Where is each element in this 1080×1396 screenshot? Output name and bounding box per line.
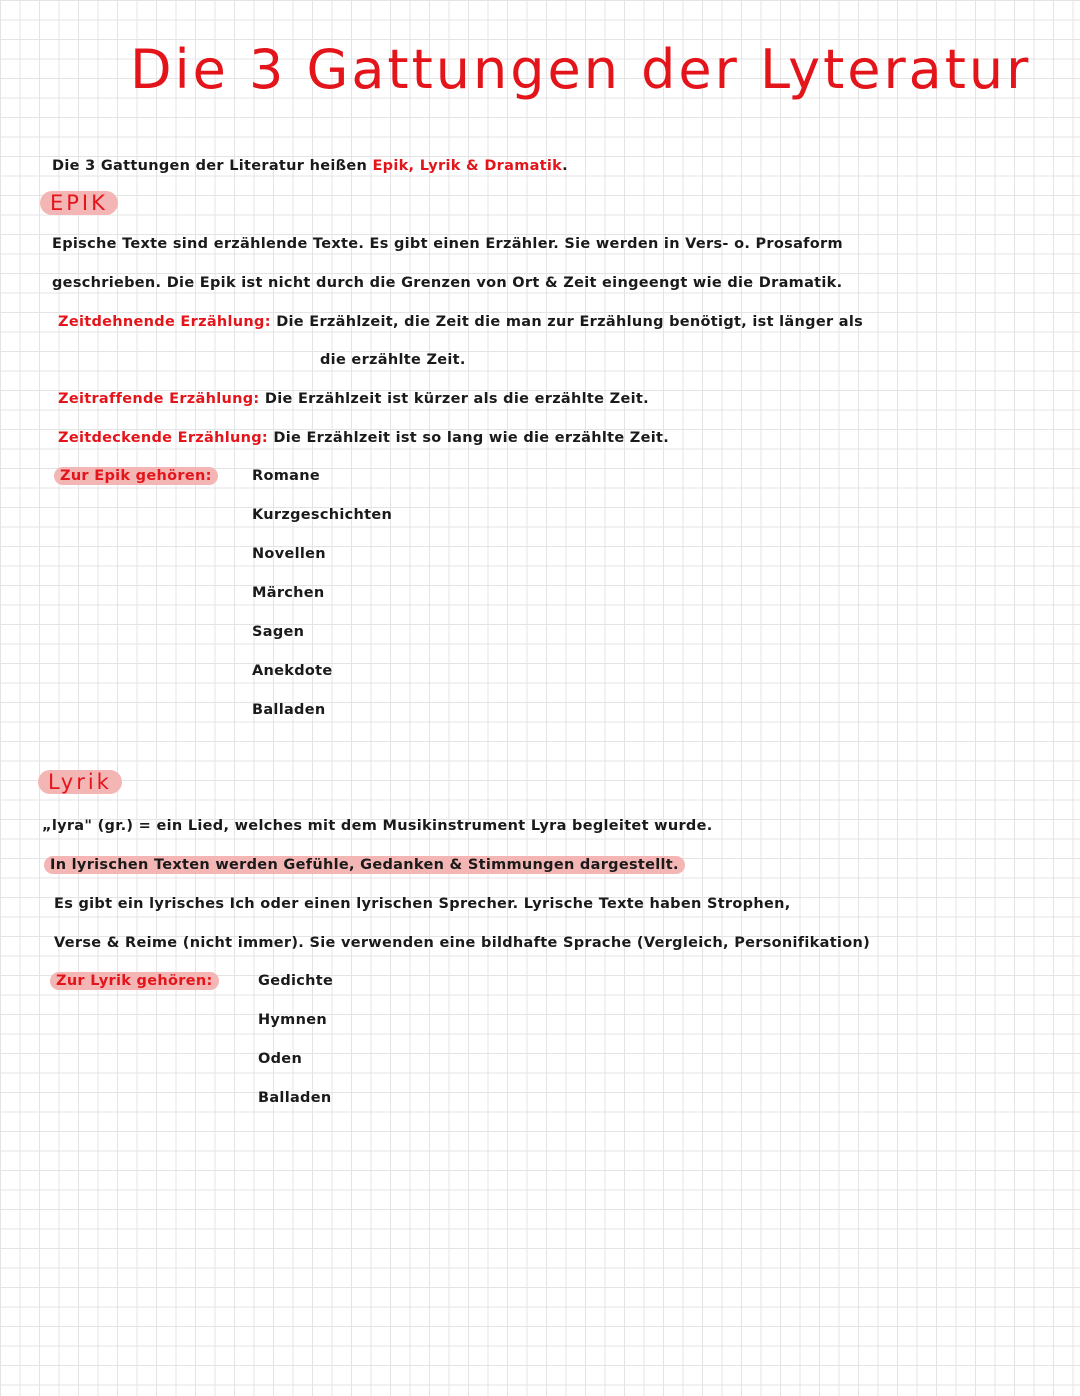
intro-highlight: Epik, Lyrik & Dramatik <box>372 158 563 174</box>
epik-heading: EPIK <box>40 191 118 215</box>
lyrik-paragraph-1: Es gibt ein lyrisches Ich oder einen lyrischen Sprecher. Lyrische Texte haben Strophen, <box>54 896 791 912</box>
lyrik-list-label-line <box>50 973 219 989</box>
epik-list-item: Balladen <box>252 702 326 718</box>
epik-list-item: Anekdote <box>252 663 333 679</box>
epik-list-label-line <box>54 468 218 484</box>
lyrik-list-item: Hymnen <box>258 1012 327 1028</box>
lyrik-highlight-line <box>44 857 685 873</box>
epik-list-item: Sagen <box>252 624 305 640</box>
zeitdeckend-text: Die Erzählzeit ist so lang wie die erzählte Zeit. <box>273 430 670 446</box>
lyrik-list-item: Oden <box>258 1051 303 1067</box>
zeitdehnend-line <box>58 314 863 330</box>
zeitdeckend-label: Zeitdeckende Erzählung: <box>58 430 269 446</box>
lyrik-list-item: Balladen <box>258 1090 332 1106</box>
lyrik-highlight: In lyrischen Texten werden Gefühle, Gedanken & Stimmungen dargestellt. <box>44 856 685 874</box>
zeitdehnend-continuation: die erzählte Zeit. <box>320 352 466 368</box>
epik-list-item: Kurzgeschichten <box>252 507 393 523</box>
lyrik-list-label: Zur Lyrik gehören: <box>50 972 219 990</box>
zeitdehnend-label: Zeitdehnende Erzählung: <box>58 314 271 330</box>
epik-paragraph-2: geschrieben. Die Epik ist nicht durch die Grenzen von Ort & Zeit eingeengt wie die Dramatik. <box>52 275 843 291</box>
intro-line <box>52 158 568 174</box>
epik-list-label: Zur Epik gehören: <box>54 467 218 485</box>
lyrik-list-item: Gedichte <box>258 973 334 989</box>
zeitraffend-label: Zeitraffende Erzählung: <box>58 391 260 407</box>
epik-list-item: Novellen <box>252 546 326 562</box>
zeitdehnend-text: Die Erzählzeit, die Zeit die man zur Erzählung benötigt, ist länger als <box>276 314 864 330</box>
zeitraffend-line <box>58 391 649 407</box>
lyrik-definition: „lyra" (gr.) = ein Lied, welches mit dem Musikinstrument Lyra begleitet wurde. <box>42 818 713 834</box>
intro-text: Die 3 Gattungen der Literatur heißen <box>52 158 373 174</box>
page-title: Die 3 Gattungen der Lyteratur <box>130 38 1032 101</box>
zeitdeckend-line <box>58 430 669 446</box>
epik-list-item: Romane <box>252 468 320 484</box>
lyrik-heading: Lyrik <box>38 770 122 794</box>
intro-end: . <box>562 158 568 174</box>
zeitraffend-text: Die Erzählzeit ist kürzer als die erzählte Zeit. <box>264 391 649 407</box>
epik-paragraph-1: Epische Texte sind erzählende Texte. Es gibt einen Erzähler. Sie werden in Vers- o. Prosaform <box>52 236 843 252</box>
epik-list-item: Märchen <box>252 585 325 601</box>
lyrik-paragraph-2: Verse & Reime (nicht immer). Sie verwenden eine bildhafte Sprache (Vergleich, Personifikation) <box>54 935 871 951</box>
